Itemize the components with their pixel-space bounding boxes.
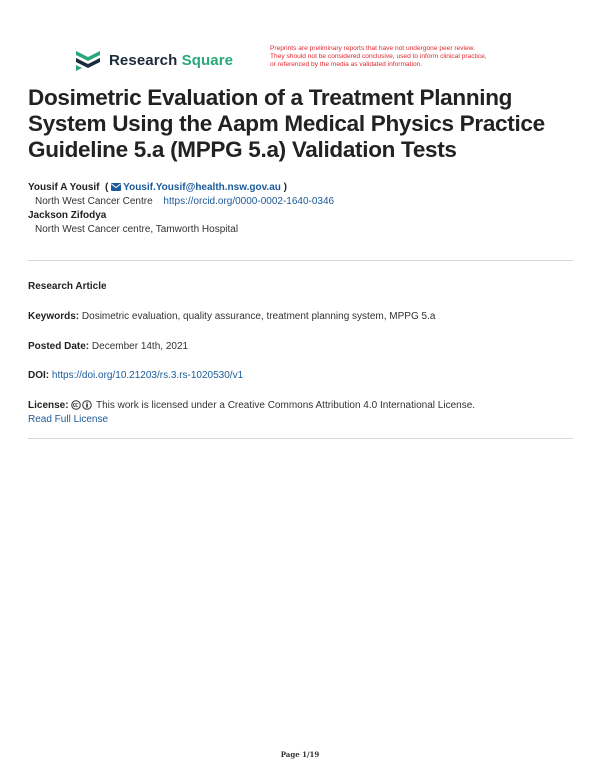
header: [0, 0, 600, 80]
divider: [28, 260, 573, 261]
author-entry: Yousif A Yousif ( Yousif.Yousif@health.nsw.gov.au ): [28, 182, 288, 193]
research-square-logo[interactable]: [75, 49, 233, 71]
doi: [28, 369, 573, 383]
author-affiliation: North West Cancer centre, Tamworth Hospital: [35, 224, 239, 235]
preprint-notice: [270, 45, 535, 69]
logo-text: [109, 52, 233, 69]
posted-date-label: Posted Date:: [28, 341, 90, 352]
keywords-label: Keywords:: [28, 311, 80, 322]
license-text: This work is licensed under a Creative Commons Attribution 4.0 International License.: [95, 400, 476, 411]
keywords: [28, 310, 573, 324]
license-label: License:: [28, 400, 69, 411]
author-name: Yousif A Yousif: [28, 182, 100, 193]
notice-line: Preprints are preliminary reports that have not undergone peer review.: [270, 45, 475, 52]
logo-accent: Square: [181, 51, 234, 69]
page-number: Page 1/19: [280, 750, 320, 759]
read-full-license-link[interactable]: Read Full License: [28, 414, 109, 425]
logo-name: Research: [109, 51, 178, 69]
notice-line: They should not be considered conclusive, used to inform clinical practice,: [270, 53, 487, 60]
keywords-value: Dosimetric evaluation, quality assurance, treatment planning system, MPPG 5.a: [81, 311, 436, 322]
posted-date-value: December 14th, 2021: [91, 341, 189, 352]
author-name: Jackson Zifodya: [28, 210, 107, 221]
divider: [28, 438, 573, 439]
author-list: [28, 181, 573, 237]
affiliation-text: North West Cancer Centre: [35, 196, 153, 207]
orcid-link[interactable]: https://orcid.org/0000-0002-1640-0346: [163, 196, 335, 207]
notice-line: or referenced by the media as validated information.: [270, 61, 423, 68]
research-square-logo-icon: [75, 49, 101, 71]
article-type: [28, 280, 573, 294]
posted-date: [28, 340, 573, 354]
license-line: [28, 399, 573, 413]
doi-label: DOI:: [28, 370, 50, 381]
author-email-link[interactable]: Yousif.Yousif@health.nsw.gov.au: [123, 182, 281, 193]
author-affiliation: [28, 195, 573, 209]
cc-icon: [71, 400, 81, 410]
by-attribution-icon: [82, 400, 92, 410]
paper-title: Dosimetric Evaluation of a Treatment Planning System Using the Aapm Medical Physics Practice Guideline 5.a (MPPG 5.a) Validation Tests: [28, 85, 545, 162]
license: [28, 399, 573, 427]
envelope-icon: [111, 183, 121, 191]
doi-link[interactable]: https://doi.org/10.21203/rs.3.rs-1020530/v1: [51, 370, 244, 381]
article-type-text: Research Article: [28, 281, 107, 292]
